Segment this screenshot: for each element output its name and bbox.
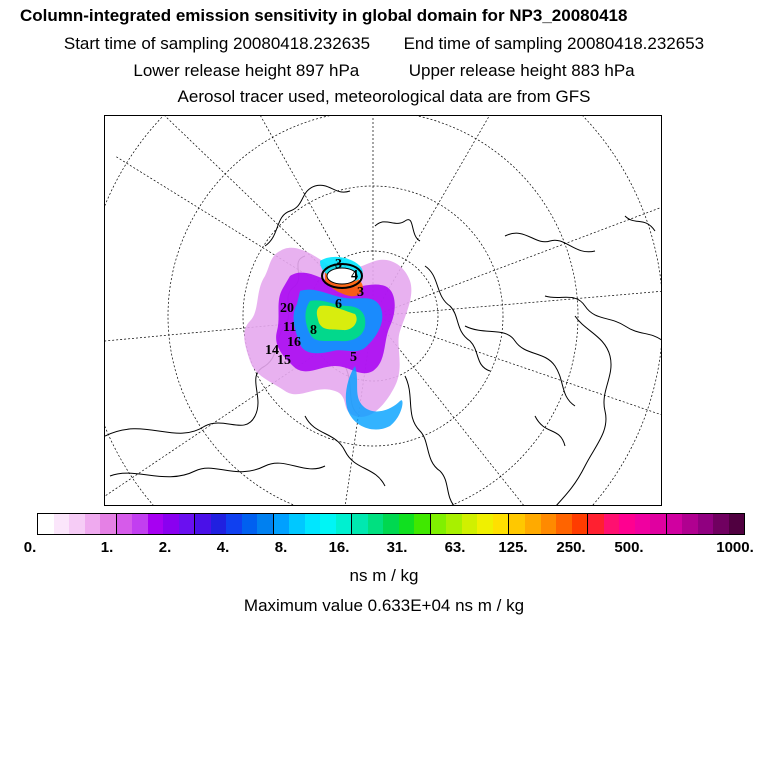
colorbar-swatch: [682, 514, 698, 534]
release-height-row: [0, 61, 768, 81]
colorbar-swatch: [431, 514, 447, 534]
contour-label: 3: [335, 257, 342, 272]
colorbar-swatch: [320, 514, 336, 534]
contour-label: 15: [277, 353, 291, 368]
colorbar-swatch: [352, 514, 368, 534]
lower-release-label: Lower release height 897 hPa: [133, 61, 360, 80]
colorbar-swatch: [667, 514, 683, 534]
colorbar-swatch: [54, 514, 70, 534]
max-value-label: Maximum value 0.633E+04 ns m / kg: [243, 596, 525, 615]
colorbar-swatch: [69, 514, 85, 534]
colorbar-swatch: [541, 514, 557, 534]
colorbar-swatch: [289, 514, 305, 534]
colorbar-swatch: [414, 514, 431, 534]
colorbar-swatch: [38, 514, 54, 534]
upper-release-label: Upper release height 883 hPa: [408, 61, 635, 80]
colorbar-swatch: [274, 514, 290, 534]
colorbar-tick-label: 63.: [444, 539, 466, 556]
contour-label: 3: [357, 285, 364, 300]
colorbar-swatch: [713, 514, 729, 534]
contour-label: 14: [265, 343, 279, 358]
colorbar-swatch: [729, 514, 745, 534]
colorbar-swatch: [257, 514, 274, 534]
units-label: ns m / kg: [349, 566, 419, 585]
contour-label: 16: [287, 335, 301, 350]
map-svg: [105, 116, 662, 506]
contour-label: 11: [283, 320, 297, 335]
page-title: Column-integrated emission sensitivity in global domain for NP3_20080418: [20, 6, 628, 25]
map-panel: [104, 115, 662, 506]
contour-label: 8: [310, 323, 317, 338]
colorbar: [37, 513, 745, 535]
contour-label: 5: [350, 350, 357, 365]
colorbar-swatch: [650, 514, 667, 534]
colorbar-swatch: [305, 514, 321, 534]
colorbar-swatch: [493, 514, 510, 534]
end-time-label: End time of sampling 20080418.232653: [403, 34, 705, 53]
colorbar-tick-label: 1.: [100, 539, 114, 556]
colorbar-swatch: [446, 514, 462, 534]
colorbar-swatch: [588, 514, 604, 534]
colorbar-swatch: [132, 514, 148, 534]
colorbar-swatch: [635, 514, 651, 534]
colorbar-swatch: [163, 514, 179, 534]
colorbar-swatch: [242, 514, 258, 534]
contour-label: 4: [351, 268, 358, 283]
colorbar-tick-label: 16.: [328, 539, 350, 556]
colorbar-ticks: [0, 539, 768, 559]
colorbar-swatch: [368, 514, 384, 534]
colorbar-tick-label: 125.: [498, 539, 528, 556]
colorbar-swatch: [525, 514, 541, 534]
colorbar-tick-label: 0.: [23, 539, 37, 556]
colorbar-swatch: [100, 514, 117, 534]
colorbar-swatch: [509, 514, 525, 534]
colorbar-swatch: [477, 514, 493, 534]
colorbar-swatch: [399, 514, 415, 534]
colorbar-swatch: [211, 514, 227, 534]
colorbar-tick-label: 8.: [274, 539, 288, 556]
colorbar-swatch: [336, 514, 353, 534]
colorbar-swatch: [195, 514, 211, 534]
colorbar-tick-label: 250.: [556, 539, 586, 556]
sampling-time-row: [0, 34, 768, 54]
colorbar-swatch: [604, 514, 620, 534]
start-time-label: Start time of sampling 20080418.232635: [63, 34, 371, 53]
colorbar-swatch: [462, 514, 478, 534]
colorbar-swatch: [179, 514, 196, 534]
colorbar-swatch: [148, 514, 164, 534]
colorbar-tick-label: 1000.: [716, 539, 754, 556]
colorbar-tick-label: 500.: [614, 539, 644, 556]
tracer-label: Aerosol tracer used, meteorological data are from GFS: [177, 87, 591, 106]
colorbar-swatch: [619, 514, 635, 534]
contour-label: 6: [335, 297, 342, 312]
colorbar-swatch: [85, 514, 101, 534]
colorbar-swatch: [383, 514, 399, 534]
colorbar-swatch: [117, 514, 133, 534]
colorbar-swatch: [226, 514, 242, 534]
colorbar-swatch: [556, 514, 572, 534]
colorbar-tick-label: 2.: [158, 539, 172, 556]
colorbar-swatch: [698, 514, 714, 534]
contour-label: 20: [280, 301, 294, 316]
colorbar-swatch: [572, 514, 589, 534]
colorbar-tick-label: 31.: [386, 539, 408, 556]
sensitivity-plume: [244, 248, 411, 430]
colorbar-tick-label: 4.: [216, 539, 230, 556]
